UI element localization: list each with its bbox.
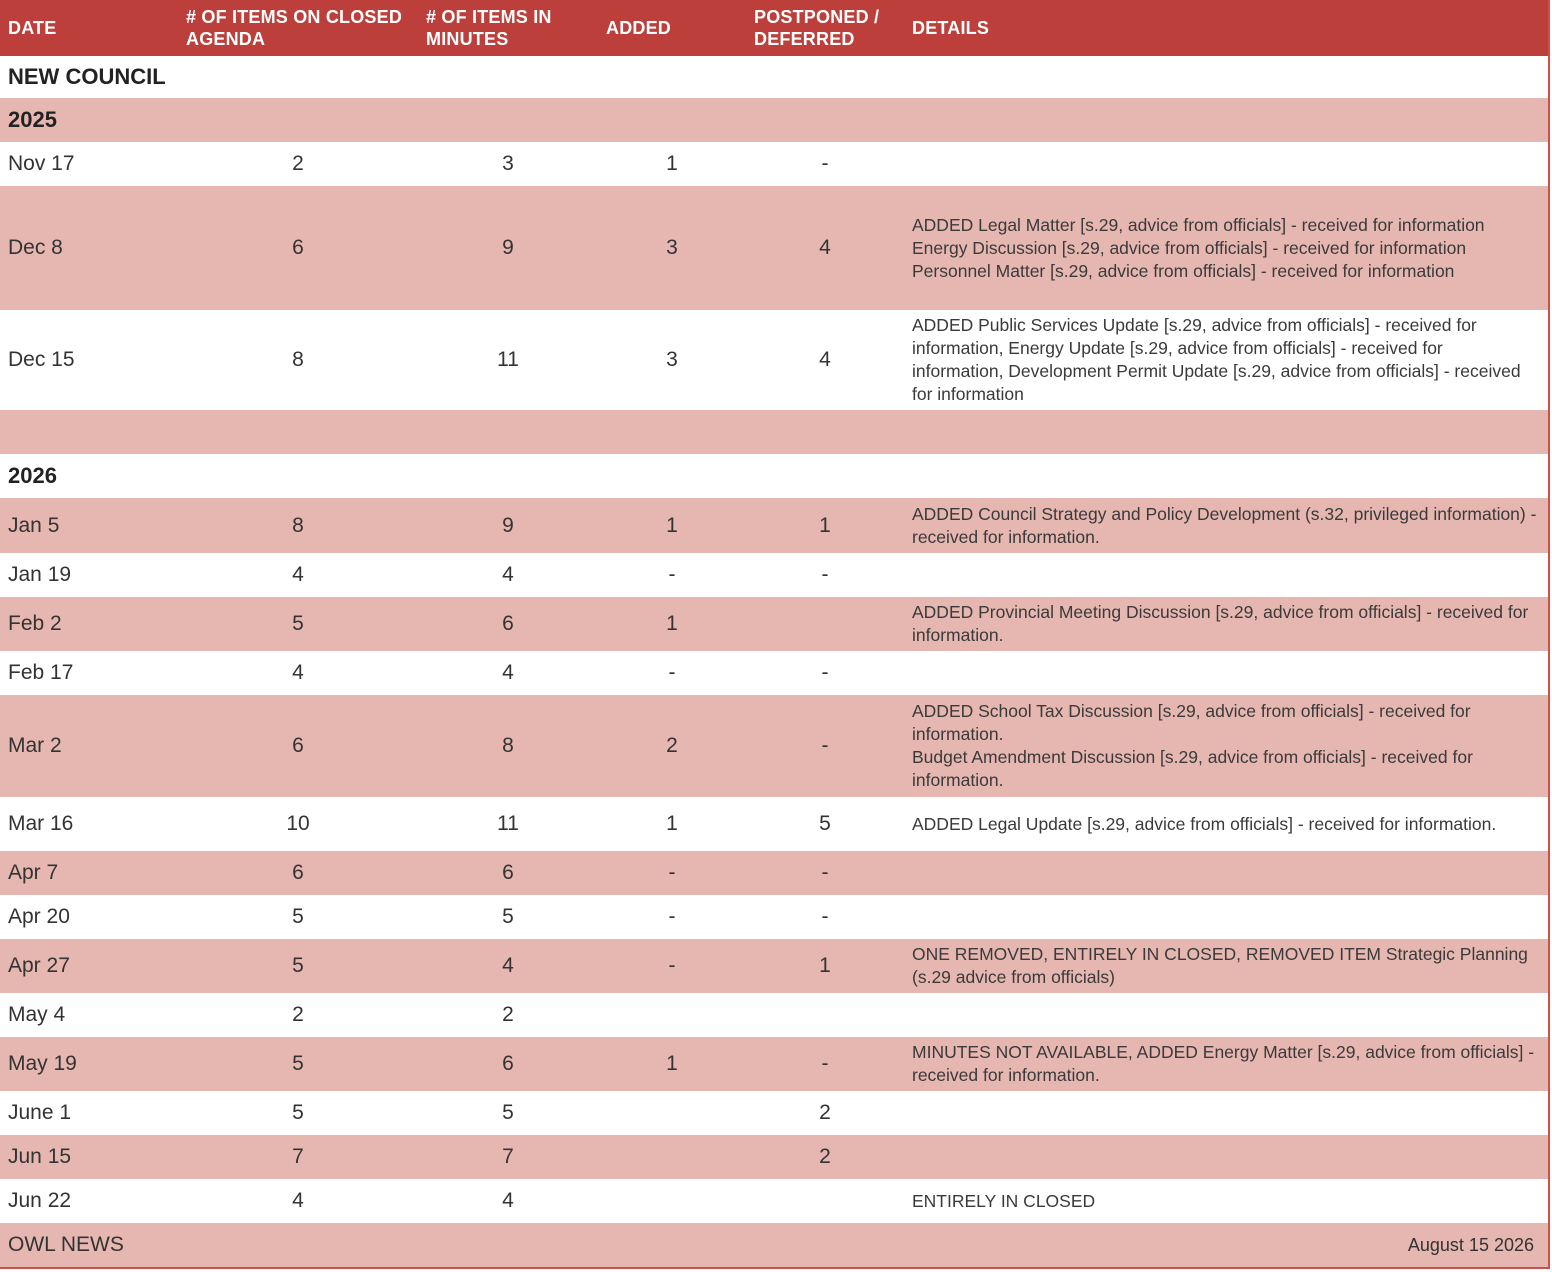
cell-postponed: 2 — [819, 1101, 831, 1124]
cell-postponed: 5 — [819, 812, 831, 835]
cell-date: Apr 20 — [8, 905, 70, 928]
year-row-2026 — [0, 454, 1548, 498]
cell-closed: 4 — [292, 661, 304, 684]
cell-date: Jun 22 — [8, 1189, 72, 1212]
table-header-row — [0, 0, 1548, 56]
cell-details — [904, 186, 1548, 310]
details-line: ENTIRELY IN CLOSED — [912, 1190, 1096, 1211]
cell-minutes: 6 — [502, 612, 514, 635]
cell-closed: 6 — [292, 236, 304, 259]
cell-details — [904, 553, 1548, 597]
footer-source: OWL NEWS — [8, 1233, 124, 1256]
table-row — [0, 1037, 1548, 1091]
details-line: Budget Amendment Discussion [s.29, advice from officials] - received for information. — [912, 747, 1473, 790]
details-line: MINUTES NOT AVAILABLE, ADDED Energy Matter [s.29, advice from officials] - received for information. — [912, 1042, 1535, 1085]
cell-date: Mar 2 — [8, 734, 62, 757]
table-row — [0, 1179, 1548, 1223]
details-line: ONE REMOVED, ENTIRELY IN CLOSED, REMOVED ITEM Strategic Planning (s.29 advice from officials) — [912, 944, 1528, 987]
cell-added: 3 — [666, 348, 678, 371]
cell-minutes: 4 — [502, 563, 514, 586]
cell-date: Jan 5 — [8, 513, 60, 537]
cell-added: 3 — [666, 236, 678, 259]
cell-date: Feb 2 — [8, 612, 62, 635]
year-row-2025 — [0, 98, 1548, 142]
cell-date: Feb 17 — [8, 661, 74, 684]
table-row — [0, 498, 1548, 553]
cell-postponed: 4 — [819, 236, 831, 259]
council-label-row — [0, 56, 1548, 98]
cell-minutes: 9 — [502, 236, 514, 259]
cell-details — [904, 498, 1548, 553]
table-row — [0, 651, 1548, 695]
cell-minutes: 9 — [502, 513, 514, 537]
cell-minutes: 11 — [497, 812, 519, 835]
cell-minutes: 5 — [502, 905, 514, 928]
cell-closed: 6 — [292, 861, 304, 884]
cell-added — [598, 1091, 746, 1135]
cell-added: 1 — [666, 1052, 678, 1075]
cell-date: Jan 19 — [8, 563, 72, 586]
cell-closed: 5 — [292, 954, 304, 977]
cell-closed: 4 — [292, 563, 304, 586]
cell-minutes: 7 — [502, 1145, 514, 1168]
details-line: ADDED Provincial Meeting Discussion [s.29, advice from officials] - received for information. — [912, 602, 1529, 645]
cell-details — [904, 1179, 1548, 1223]
footer-date: August 15 2026 — [1407, 1234, 1534, 1255]
cell-closed: 5 — [292, 905, 304, 928]
table-row — [0, 553, 1548, 597]
table-row — [0, 1135, 1548, 1179]
cell-postponed: - — [821, 734, 829, 757]
cell-date: Dec 15 — [8, 348, 75, 371]
cell-postponed: - — [821, 1052, 829, 1075]
cell-postponed: 1 — [819, 954, 831, 977]
cell-postponed: 4 — [819, 348, 831, 371]
cell-date: Nov 17 — [8, 152, 75, 175]
table-row — [0, 695, 1548, 797]
cell-added — [598, 1135, 746, 1179]
table-row — [0, 310, 1548, 410]
cell-added: 1 — [666, 152, 678, 175]
cell-date: Mar 16 — [8, 812, 74, 835]
table-row — [0, 186, 1548, 310]
cell-minutes: 11 — [497, 348, 519, 371]
cell-details — [904, 895, 1548, 939]
cell-closed: 8 — [292, 348, 304, 371]
cell-minutes: 8 — [502, 734, 514, 757]
cell-postponed: - — [821, 563, 829, 586]
header-date: DATE — [8, 18, 57, 38]
cell-postponed: 1 — [819, 513, 831, 537]
table-row — [0, 597, 1548, 651]
cell-postponed — [746, 597, 904, 651]
cell-added: - — [668, 563, 676, 586]
cell-added: - — [668, 954, 676, 977]
cell-closed: 10 — [286, 812, 310, 835]
table-row — [0, 939, 1548, 993]
cell-closed: 4 — [292, 1189, 304, 1212]
header-postponed: POSTPONED / DEFERRED — [754, 7, 880, 49]
table-body — [0, 56, 1548, 1267]
cell-details — [904, 651, 1548, 695]
header-details: DETAILS — [912, 18, 990, 38]
cell-minutes: 5 — [502, 1101, 514, 1124]
cell-details — [904, 939, 1548, 993]
details-line: ADDED Legal Matter [s.29, advice from officials] - received for information — [912, 214, 1485, 235]
cell-details — [904, 1091, 1548, 1135]
year-label-2025: 2025 — [8, 107, 57, 132]
cell-details — [904, 310, 1548, 410]
details-line: ADDED Council Strategy and Policy Development (s.32, privileged information) - received for information. — [912, 503, 1537, 547]
cell-added — [598, 993, 746, 1037]
cell-details — [904, 142, 1548, 186]
cell-closed: 5 — [292, 612, 304, 635]
header-added: ADDED — [606, 18, 672, 38]
cell-date: June 1 — [8, 1101, 72, 1124]
cell-added — [598, 1179, 746, 1223]
cell-date: Apr 27 — [8, 954, 70, 977]
cell-closed: 5 — [292, 1101, 304, 1124]
details-line: ADDED Legal Update [s.29, advice from officials] - received for information. — [912, 813, 1497, 834]
cell-closed: 6 — [292, 734, 304, 757]
cell-postponed: - — [821, 905, 829, 928]
cell-postponed: - — [821, 861, 829, 884]
cell-added: 2 — [666, 734, 678, 757]
cell-minutes: 4 — [502, 1189, 514, 1212]
table-row — [0, 993, 1548, 1037]
cell-details — [904, 1135, 1548, 1179]
table-row — [0, 895, 1548, 939]
cell-postponed: - — [821, 152, 829, 175]
cell-postponed — [746, 993, 904, 1037]
details-line: Personnel Matter [s.29, advice from officials] - received for information — [912, 260, 1455, 281]
details-line: ADDED Public Services Update [s.29, advice from officials] - received for information, Energy Update [s.29, advice from officials] - received for information, Development Permit Update [s.29, advice from officials] - received for information — [912, 315, 1521, 404]
cell-closed: 5 — [292, 1052, 304, 1075]
cell-details — [904, 597, 1548, 651]
council-label: NEW COUNCIL — [8, 64, 166, 89]
header-minutes-items: # OF ITEMS IN MINUTES — [426, 7, 552, 49]
cell-added: 1 — [666, 812, 678, 835]
cell-added: - — [668, 661, 676, 684]
header-closed-agenda-items: # OF ITEMS ON CLOSED AGENDA — [186, 7, 403, 49]
cell-closed: 2 — [292, 1003, 304, 1026]
cell-minutes: 6 — [502, 861, 514, 884]
table-row — [0, 851, 1548, 895]
cell-date: May 19 — [8, 1052, 77, 1075]
cell-closed: 8 — [292, 513, 304, 537]
cell-added: 1 — [666, 612, 678, 635]
cell-minutes: 3 — [502, 152, 514, 175]
cell-added: - — [668, 861, 676, 884]
cell-minutes: 4 — [502, 954, 514, 977]
cell-date: Dec 8 — [8, 236, 63, 259]
cell-added: 1 — [666, 513, 678, 537]
cell-added: - — [668, 905, 676, 928]
details-line: ADDED School Tax Discussion [s.29, advice from officials] - received for information. — [912, 701, 1471, 744]
cell-minutes: 4 — [502, 661, 514, 684]
cell-postponed: 2 — [819, 1145, 831, 1168]
cell-date: May 4 — [8, 1003, 66, 1026]
cell-date: Apr 7 — [8, 861, 59, 884]
cell-minutes: 2 — [502, 1003, 514, 1026]
cell-closed: 7 — [292, 1145, 304, 1168]
spacer-row — [0, 410, 1548, 454]
cell-details — [904, 797, 1548, 851]
footer-row — [0, 1223, 1548, 1267]
table-row — [0, 142, 1548, 186]
cell-closed: 2 — [292, 152, 304, 175]
table-row — [0, 797, 1548, 851]
cell-postponed — [746, 1179, 904, 1223]
year-label-2026: 2026 — [8, 463, 57, 488]
table-row — [0, 1091, 1548, 1135]
cell-details — [904, 993, 1548, 1037]
cell-details — [904, 851, 1548, 895]
cell-date: Jun 15 — [8, 1145, 72, 1168]
cell-details — [904, 1037, 1548, 1091]
details-line: Energy Discussion [s.29, advice from officials] - received for information — [912, 237, 1467, 258]
cell-details — [904, 695, 1548, 797]
cell-minutes: 6 — [502, 1052, 514, 1075]
cell-postponed: - — [821, 661, 829, 684]
